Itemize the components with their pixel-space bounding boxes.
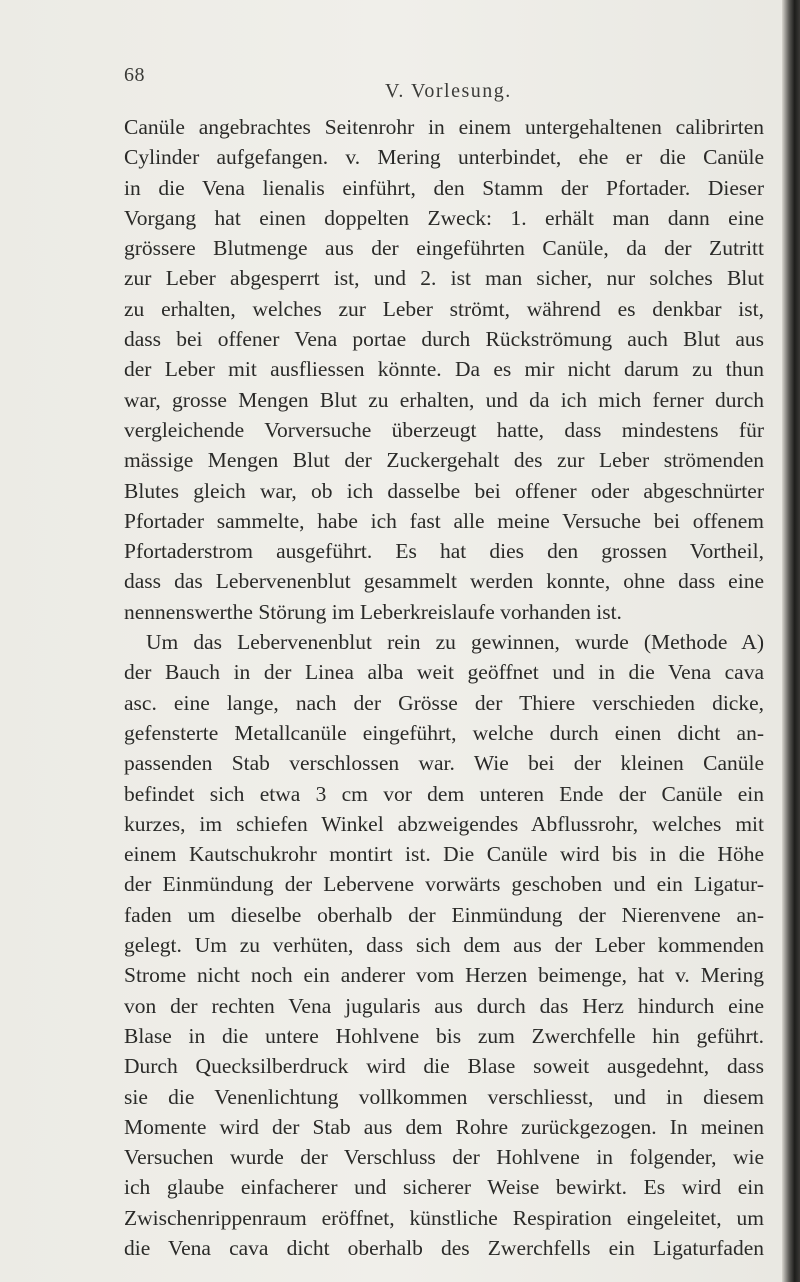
text-line: grössere Blutmenge aus der eingeführten Canüle, da der Zutritt: [124, 236, 764, 261]
text-line: Strome nicht noch ein anderer vom Herzen beimenge, hat v. Mering: [124, 963, 764, 988]
text-line: ich glaube einfacherer und sicherer Weise bewirkt. Es wird ein: [124, 1175, 764, 1200]
text-line: zur Leber abgesperrt ist, und 2. ist man sicher, nur solches Blut: [124, 266, 764, 291]
text-line: gefensterte Metallcanüle eingeführt, welche durch einen dicht an-: [124, 720, 764, 745]
text-line: Durch Quecksilberdruck wird die Blase soweit ausgedehnt, dass: [124, 1054, 764, 1079]
paragraph-start-line: Um das Lebervenenblut rein zu gewinnen, wurde (Methode A): [146, 630, 764, 655]
text-line: Blase in die untere Hohlvene bis zum Zwerchfelle hin geführt.: [124, 1023, 764, 1048]
text-line: der Leber mit ausfliessen könnte. Da es mir nicht darum zu thun: [124, 357, 764, 382]
text-line: die Vena cava dicht oberhalb des Zwerchfells ein Ligaturfaden: [124, 1235, 764, 1260]
text-line: Pfortaderstrom ausgeführt. Es hat dies den grossen Vortheil,: [124, 539, 764, 564]
text-line: war, grosse Mengen Blut zu erhalten, und da ich mich ferner durch: [124, 387, 764, 412]
text-line: vergleichende Vorversuche überzeugt hatte, dass mindestens für: [124, 417, 764, 442]
text-line: von der rechten Vena jugularis aus durch das Herz hindurch eine: [124, 993, 764, 1018]
paragraph-end-line: nennenswerthe Störung im Leberkreislaufe vorhanden ist.: [124, 599, 622, 624]
text-line: Vorgang hat einen doppelten Zweck: 1. erhält man dann eine: [124, 205, 764, 230]
page-number: 68: [124, 64, 145, 86]
text-line: befindet sich etwa 3 cm vor dem unteren Ende der Canüle ein: [124, 781, 764, 806]
body-text: [124, 112, 764, 1263]
text-line: mässige Mengen Blut der Zuckergehalt des zur Leber strömenden: [124, 448, 764, 473]
text-line: in die Vena lienalis einführt, den Stamm der Pfortader. Dieser: [124, 175, 764, 200]
text-line: Pfortader sammelte, habe ich fast alle meine Versuche bei offenem: [124, 508, 764, 533]
text-line: passenden Stab verschlossen war. Wie bei der kleinen Canüle: [124, 751, 764, 776]
text-line: der Einmündung der Lebervene vorwärts geschoben und ein Ligatur-: [124, 872, 764, 897]
text-line: dass das Lebervenenblut gesammelt werden konnte, ohne dass eine: [124, 569, 764, 594]
text-line: Momente wird der Stab aus dem Rohre zurückgezogen. In meinen: [124, 1114, 764, 1139]
text-line: sie die Venenlichtung vollkommen verschliesst, und in diesem: [124, 1084, 764, 1109]
text-line: dass bei offener Vena portae durch Rückströmung auch Blut aus: [124, 327, 764, 352]
text-line: faden um dieselbe oberhalb der Einmündung der Nierenvene an-: [124, 902, 764, 927]
text-line: Cylinder aufgefangen. v. Mering unterbindet, ehe er die Canüle: [124, 145, 764, 170]
text-line: asc. eine lange, nach der Grösse der Thiere verschieden dicke,: [124, 690, 764, 715]
text-line: Canüle angebrachtes Seitenrohr in einem untergehaltenen calibrirten: [124, 115, 764, 139]
text-line: gelegt. Um zu verhüten, dass sich dem aus der Leber kommenden: [124, 933, 764, 958]
running-head: V. Vorlesung.: [385, 80, 512, 102]
text-line: zu erhalten, welches zur Leber strömt, während es denkbar ist,: [124, 296, 764, 321]
text-line: Zwischenrippenraum eröffnet, künstliche Respiration eingeleitet, um: [124, 1205, 764, 1230]
text-line: kurzes, im schiefen Winkel abzweigendes Abflussrohr, welches mit: [124, 811, 764, 836]
text-line: Versuchen wurde der Verschluss der Hohlvene in folgender, wie: [124, 1145, 764, 1170]
text-line: Blutes gleich war, ob ich dasselbe bei offener oder abgeschnürter: [124, 478, 764, 503]
text-line: einem Kautschukrohr montirt ist. Die Canüle wird bis in die Höhe: [124, 842, 764, 867]
book-spine-edge: [782, 0, 800, 1282]
text-line: der Bauch in der Linea alba weit geöffnet und in die Vena cava: [124, 660, 764, 685]
